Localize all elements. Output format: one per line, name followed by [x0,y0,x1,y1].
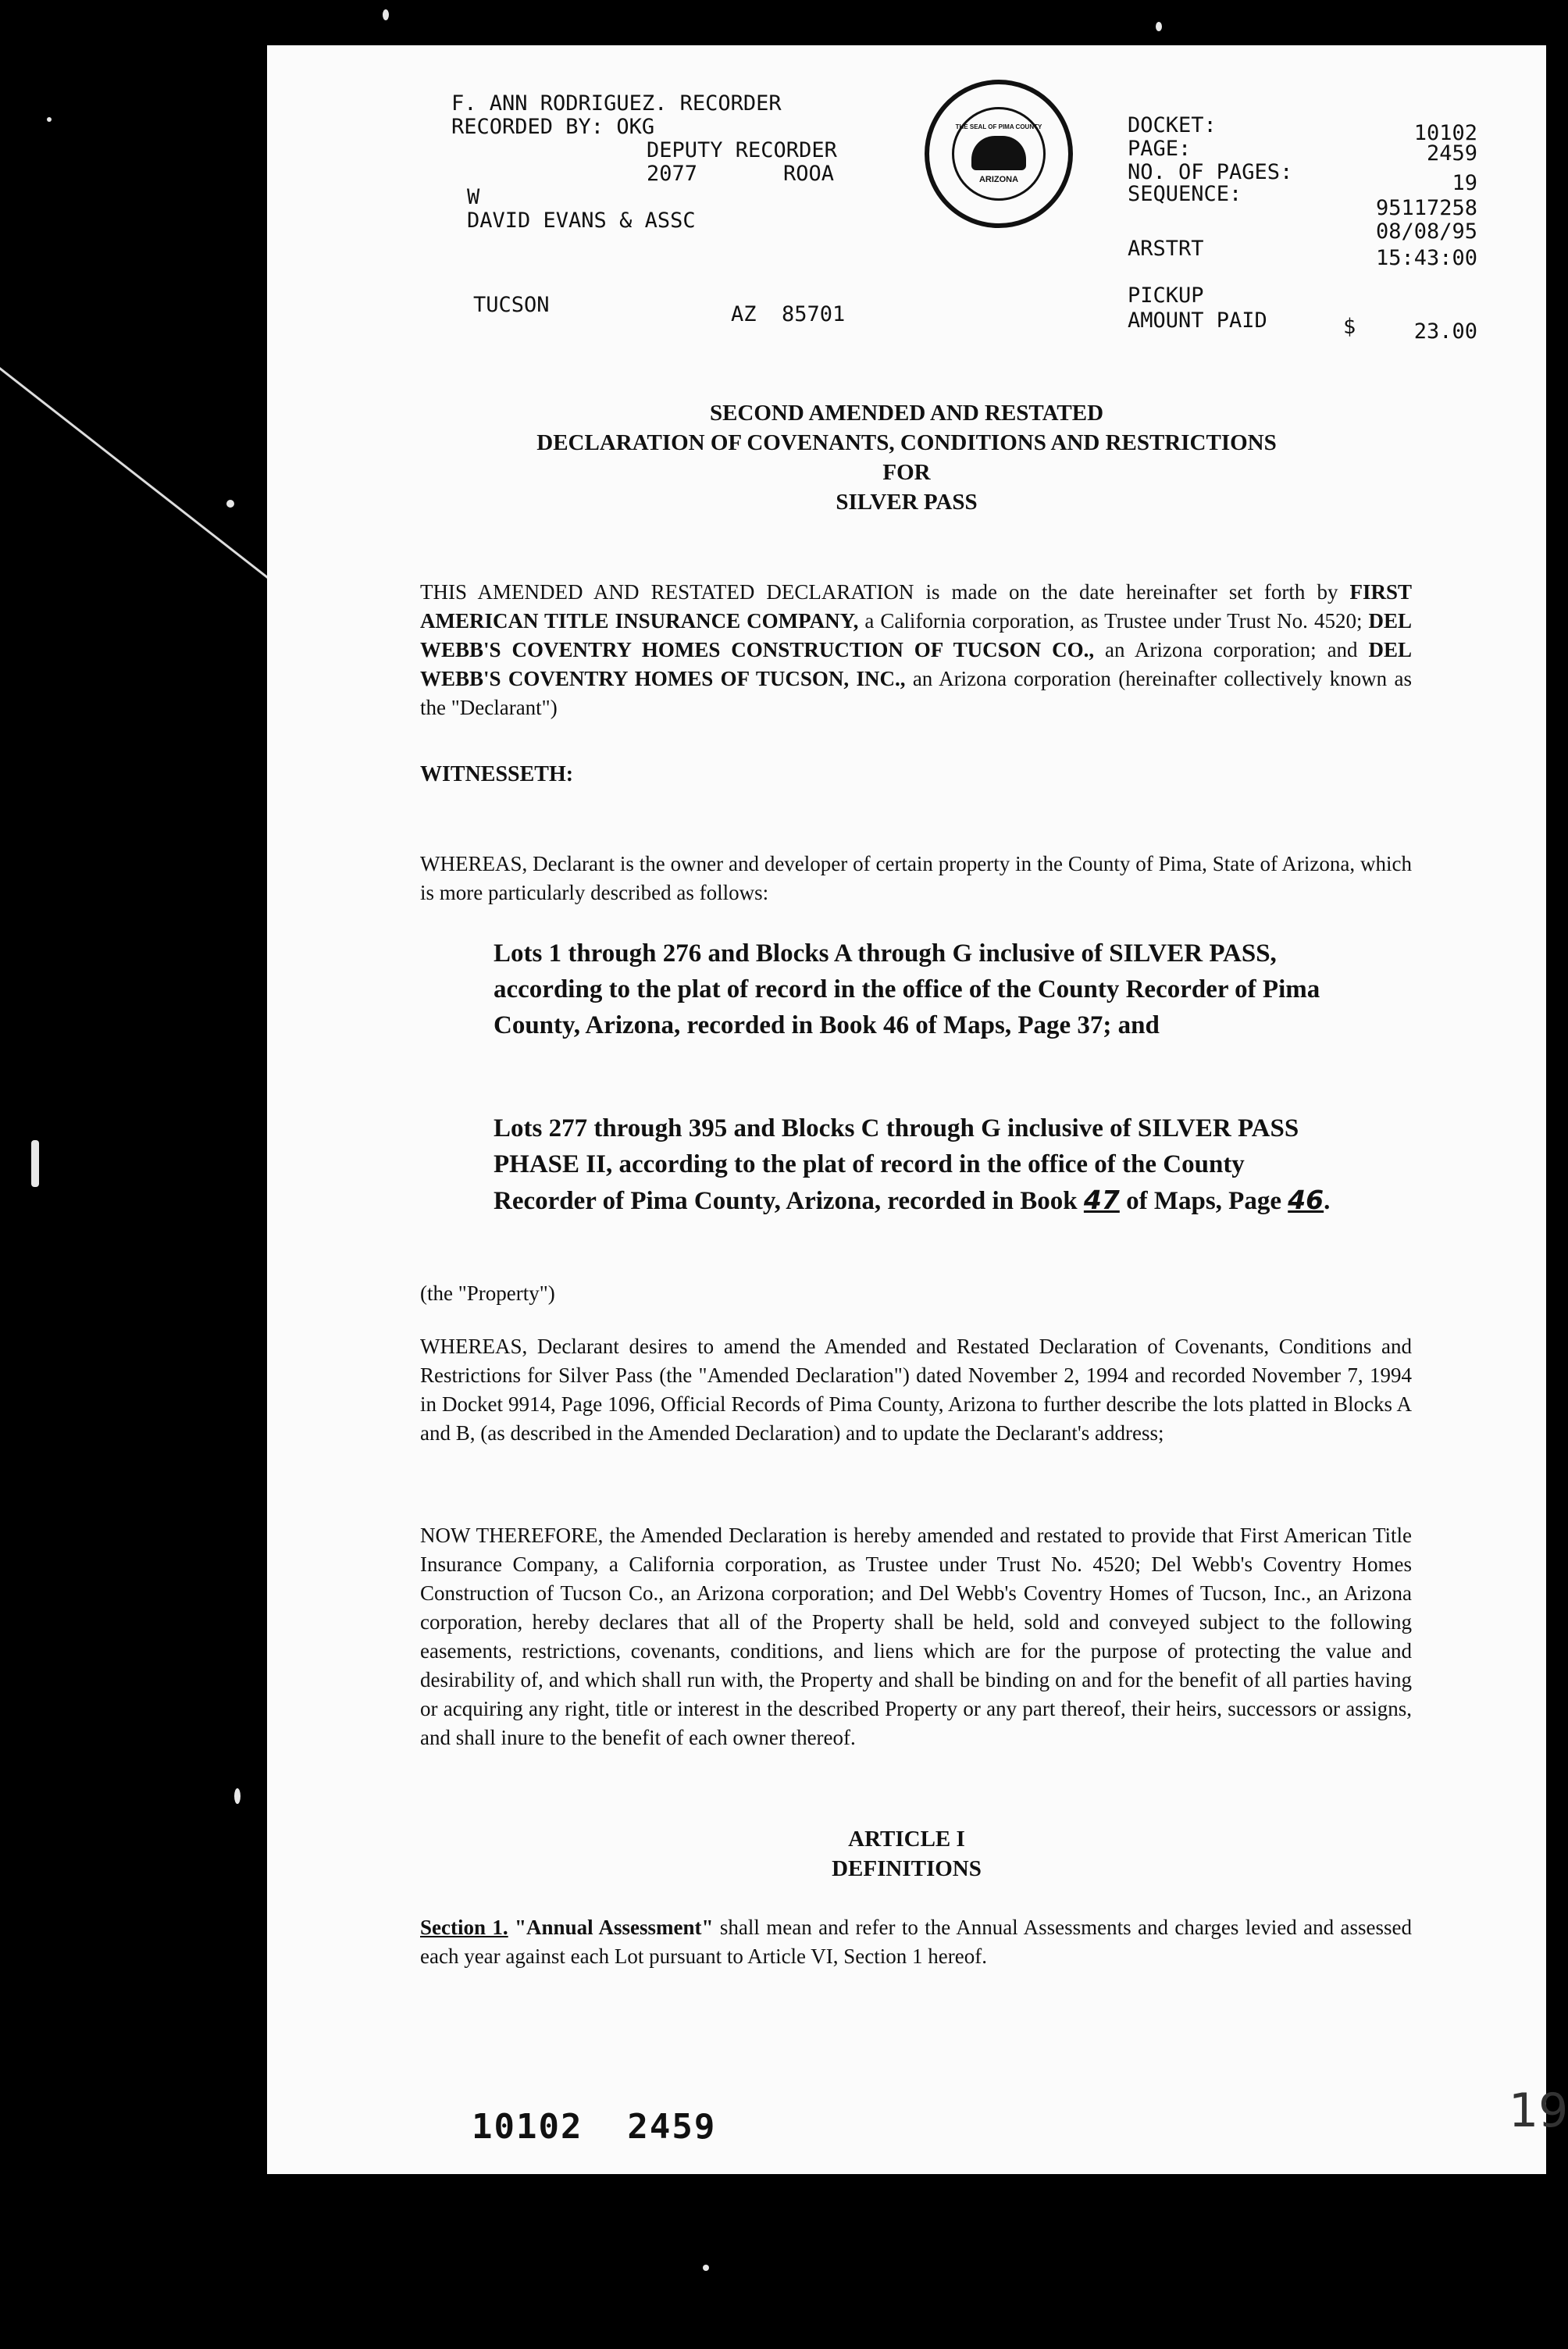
pages-value: 19 [1452,171,1477,195]
recording-code-2: ROOA [783,162,835,186]
footer-docket-page: 10102 2459 [472,2107,717,2147]
scan-speck [31,1140,39,1187]
scan-speck [1156,22,1162,31]
scan-speck [703,2265,709,2271]
docket-label: DOCKET: [1128,113,1217,137]
witnesseth-heading: WITNESSETH: [420,762,574,786]
recording-block-left [451,92,837,233]
recording-w: W [467,185,480,209]
legal-description-1: Lots 1 through 276 and Blocks A through G inclusive of SILVER PASS, according to the plat of record in the office of the County Recorder of Pima County, Arizona, recorded in Book 46 of Maps, Page 37; and [494,939,1320,1039]
intro-party-2: DEL WEBB'S COVENTRY HOMES CONSTRUCTION OF TUCSON CO., [420,609,1412,661]
legal-description-2 [494,1110,1352,1219]
county-seal-inner [952,107,1046,201]
article-heading: ARTICLE I [848,1827,965,1852]
property-label: (the "Property") [420,1281,555,1305]
scan-speck [383,9,389,20]
sequence-label: SEQUENCE: [1128,182,1242,206]
record-time: 15:43:00 [1375,246,1477,270]
section-1-label: Section 1. [420,1916,508,1939]
intro-party-1: FIRST AMERICAN TITLE INSURANCE COMPANY, [420,580,1412,633]
legal-2-mid: of Maps, Page [1119,1187,1288,1215]
amount-value: 23.00 [1413,319,1477,344]
deputy-recorder: DEPUTY RECORDER [647,138,837,162]
seal-emblem-icon [971,136,1026,170]
amount-currency: $ [1343,315,1356,339]
handwritten-page-number: 46 [1288,1185,1324,1215]
sequence-value: 95117258 [1375,196,1477,220]
scan-speck [47,117,52,122]
intro-text-2: a California corporation, as Trustee under Trust No. 4520; [858,609,1369,633]
docket-value: 10102 [1413,121,1477,145]
agent-city: TUCSON [473,293,550,317]
amount-label: AMOUNT PAID [1128,308,1267,333]
pages-label: NO. OF PAGES: [1128,160,1293,184]
legal-2-text: Lots 277 through 395 and Blocks C through G inclusive of SILVER PASS PHASE II, according to the plat of record in the office of the County Recorder of Pima County, Arizona, recorded in Book [494,1114,1299,1215]
arstrt-label: ARSTRT [1128,237,1204,261]
article-subheading: DEFINITIONS [832,1856,982,1881]
recording-code-1: 2077 [647,162,698,186]
intro-party-3: DEL WEBB'S COVENTRY HOMES OF TUCSON, INC., [420,638,1412,690]
county-seal [925,80,1073,228]
intro-text-3: an Arizona corporation; and [1094,638,1369,661]
title-line-2: DECLARATION OF COVENANTS, CONDITIONS AND RESTRICTIONS [536,430,1277,455]
scan-speck [234,1788,241,1804]
legal-2-end: . [1324,1187,1331,1215]
intro-paragraph [420,578,1412,722]
title-line-1: SECOND AMENDED AND RESTATED [709,401,1104,426]
page-label: PAGE: [1128,137,1192,161]
whereas-paragraph-1: WHEREAS, Declarant is the owner and developer of certain property in the County of Pima, State of Arizona, which is more particularly described as follows: [420,852,1412,904]
recording-codes [451,162,837,186]
agent-name: DAVID EVANS & ASSC [467,209,696,233]
section-1-text: shall mean and refer to the Annual Assessments and charges levied and assessed each year against each Lot pursuant to Article VI, Section 1 hereof. [420,1916,1412,1968]
pickup-label: PICKUP [1128,283,1204,308]
scan-speck [226,500,234,508]
section-1 [420,1913,1412,1971]
whereas-paragraph-2: WHEREAS, Declarant desires to amend the Amended and Restated Declaration of Covenants, Conditions and Restrictions for Silver Pass (the "Amended Declaration") dated November 2, 1994 and recorded November 7, 1994 in Docket 9914, Page 1096, Official Records of Pima County, Arizona to further describe the lots platted in Blocks A and B, (as described in the Amended Declaration) and to update the Declarant's address; [420,1335,1412,1445]
recorded-by: RECORDED BY: OKG [451,115,655,139]
document-page [267,45,1568,2174]
recorder-name: F. ANN RODRIGUEZ. RECORDER [451,91,782,116]
record-date: 08/08/95 [1375,219,1477,244]
section-1-term: "Annual Assessment" [508,1916,714,1939]
intro-text-4: an Arizona corporation (hereinafter collectively known as the "Declarant") [420,667,1412,719]
agent-state-zip: AZ 85701 [731,302,846,326]
handwritten-corner-mark: 19 [1509,2083,1568,2138]
seal-bottom-text: ARIZONA [978,175,1019,184]
page-value: 2459 [1426,141,1477,166]
seal-top-text: THE SEAL OF PIMA COUNTY [955,123,1042,130]
title-line-3: FOR [882,460,931,485]
intro-text-1: THIS AMENDED AND RESTATED DECLARATION is made on the date hereinafter set forth by [420,580,1350,604]
title-line-4: SILVER PASS [836,490,978,515]
now-therefore-paragraph: NOW THEREFORE, the Amended Declaration is hereby amended and restated to provide that First American Title Insurance Company, a California corporation, as Trustee under Trust No. 4520; Del Webb's Coventry Homes Construction of Tucson Co., an Arizona corporation; and Del Webb's Coventry Homes of Tucson, Inc., an Arizona corporation, hereby declares that all of the Property shall be held, sold and conveyed subject to the following easements, restrictions, covenants, conditions, and liens which are for the purpose of protecting the value and desirability of, and which shall run with, the Property and shall be binding on and for the benefit of all parties having or acquiring any right, title or interest in the described Property or any part thereof, their heirs, successors or assigns, and shall inure to the benefit of each owner thereof. [420,1524,1412,1749]
handwritten-book-number: 47 [1083,1185,1120,1215]
